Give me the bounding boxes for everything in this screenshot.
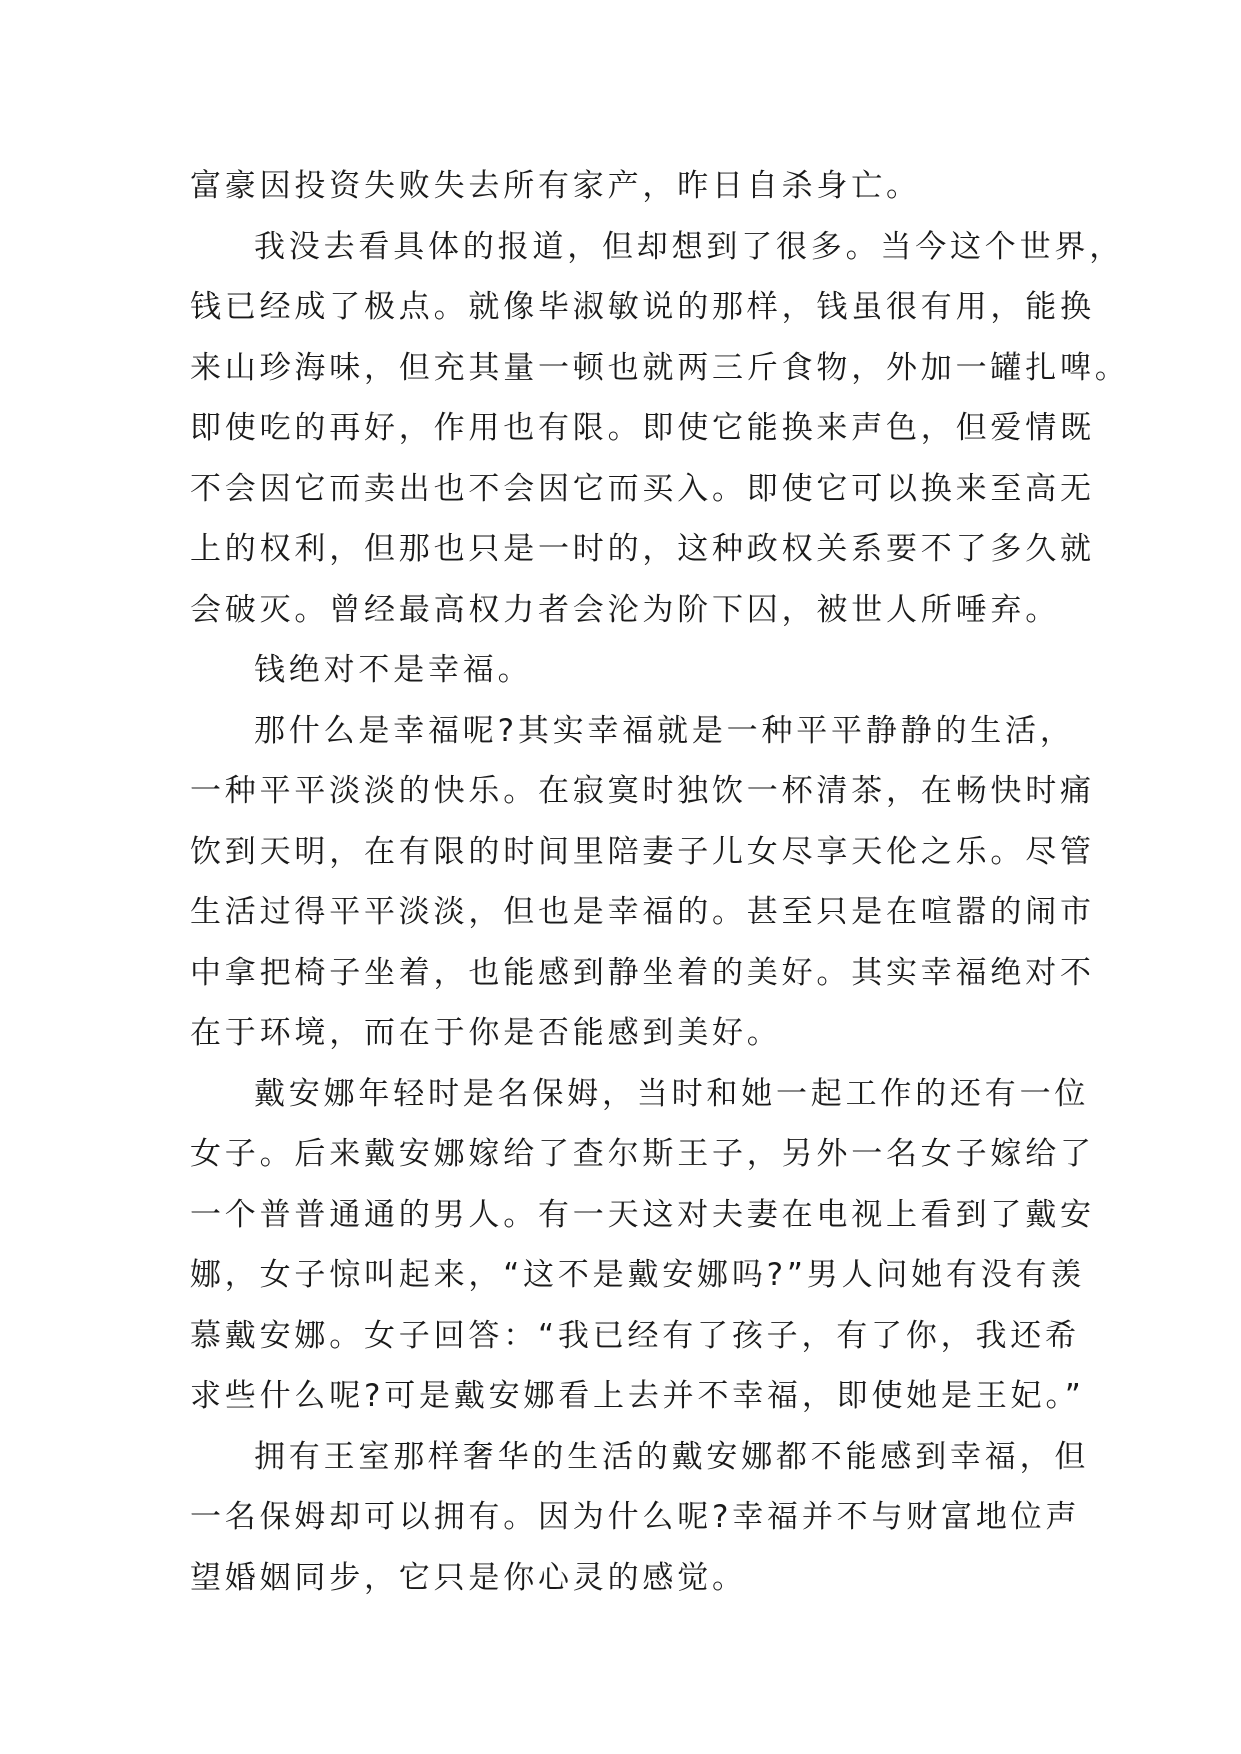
text-line: 慕戴安娜。女子回答：“我已经有了孩子，有了你，我还希 [190, 1317, 1080, 1354]
text-line: 一个普普通通的男人。有一天这对夫妻在电视上看到了戴安 [190, 1196, 1095, 1233]
text-line: 即使吃的再好，作用也有限。即使它能换来声色，但爱情既 [190, 410, 1095, 446]
text-line: 在于环境，而在于你是否能感到美好。 [190, 1015, 782, 1051]
text-line: 不会因它而卖出也不会因它而买入。即使它可以换来至高无 [190, 470, 1095, 507]
text-line: 富豪因投资失败失去所有家产，昨日自杀身亡。 [190, 168, 921, 204]
text-line: 望婚姻同步，它只是你心灵的感觉。 [190, 1559, 747, 1596]
text-line: 会破灭。曾经最高权力者会沦为阶下囚，被世人所唾弃。 [190, 591, 1060, 628]
text-line: 一种平平淡淡的快乐。在寂寞时独饮一杯清茶，在畅快时痛 [190, 773, 1095, 809]
text-line: 戴安娜年轻时是名保姆，当时和她一起工作的还有一位 [254, 1075, 1090, 1112]
text-line: 中拿把椅子坐着，也能感到静坐着的美好。其实幸福绝对不 [190, 954, 1095, 991]
text-line: 娜，女子惊叫起来，“这不是戴安娜吗?”男人问她有没有羡 [190, 1257, 1086, 1293]
essay-body [190, 156, 1130, 1608]
text-line: 上的权利，但那也只是一时的，这种政权关系要不了多久就 [190, 531, 1095, 567]
text-line: 钱绝对不是幸福。 [254, 652, 533, 688]
text-line: 一名保姆却可以拥有。因为什么呢?幸福并不与财富地位声 [190, 1499, 1081, 1535]
text-line: 那什么是幸福呢?其实幸福就是一种平平静静的生活， [254, 712, 1075, 749]
text-line: 女子。后来戴安娜嫁给了查尔斯王子，另外一名女子嫁给了 [190, 1136, 1095, 1172]
text-line: 求些什么呢?可是戴安娜看上去并不幸福，即使她是王妃。” [190, 1378, 1085, 1414]
text-line: 我没去看具体的报道，但却想到了很多。当今这个世界， [254, 228, 1124, 265]
text-line: 来山珍海味，但充其量一顿也就两三斤食物，外加一罐扎啤。 [190, 349, 1130, 386]
text-line: 饮到天明，在有限的时间里陪妻子儿女尽享天伦之乐。尽管 [190, 833, 1095, 870]
text-line: 生活过得平平淡淡，但也是幸福的。甚至只是在喧嚣的闹市 [190, 894, 1095, 930]
text-line: 拥有王室那样奢华的生活的戴安娜都不能感到幸福，但 [254, 1438, 1090, 1475]
text-line: 钱已经成了极点。就像毕淑敏说的那样，钱虽很有用，能换 [190, 289, 1095, 325]
